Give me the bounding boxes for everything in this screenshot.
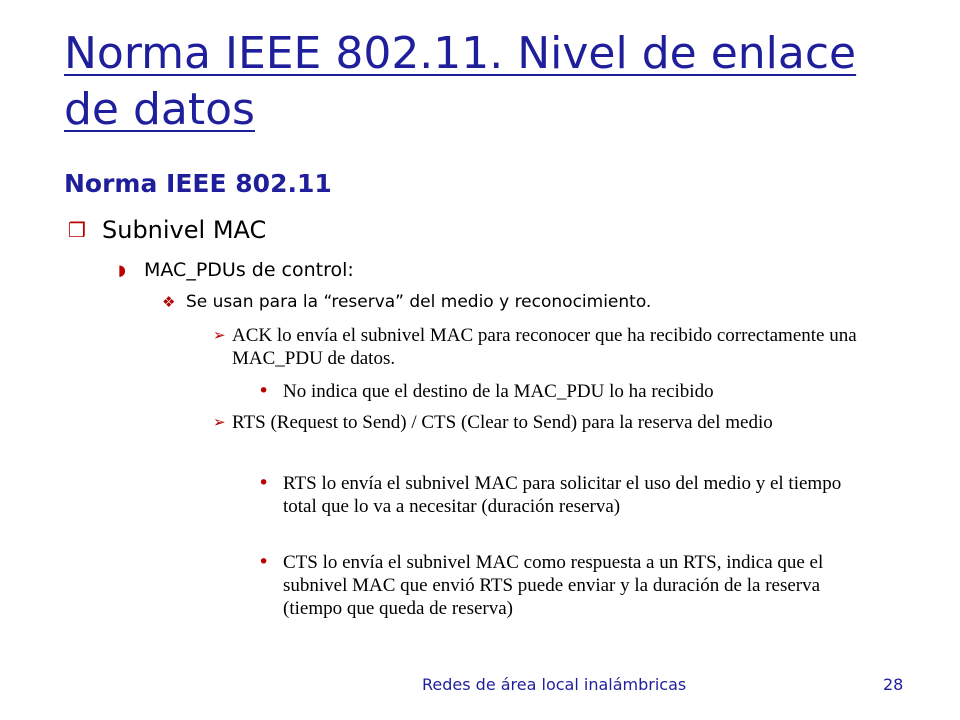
dot-bullet-icon: •: [258, 472, 270, 494]
half-circle-bullet-icon: ◗: [118, 261, 126, 279]
bullet-cts-detail: [258, 551, 868, 620]
bullet-text: CTS lo envía el subnivel MAC como respuesta a un RTS, indica que el subnivel MAC que envió RTS puede enviar y la duración de la reserva (tiempo que queda de reserva): [283, 552, 824, 619]
bullet-ack-detail: [258, 380, 868, 403]
bullet-ack: [213, 324, 873, 370]
arrowhead-bullet-icon: ➢: [213, 413, 226, 431]
square-bullet-icon: ❒: [68, 218, 86, 242]
footer-title: Redes de área local inalámbricas: [422, 675, 687, 694]
bullet-subnivel-mac: [68, 214, 888, 246]
bullet-text: MAC_PDUs de control:: [144, 259, 354, 281]
bullet-rts-cts: [213, 411, 873, 434]
page-number: 28: [883, 675, 904, 694]
bullet-reserva-reconocimiento: [162, 290, 902, 314]
slide-subtitle: Norma IEEE 802.11: [64, 169, 332, 198]
bullet-text: RTS lo envía el subnivel MAC para solicitar el uso del medio y el tiempo total que lo va a necesitar (duración reserva): [283, 473, 842, 517]
bullet-mac-pdus-control: [118, 256, 878, 284]
bullet-text: Subnivel MAC: [102, 216, 267, 244]
bullet-text: RTS (Request to Send) / CTS (Clear to Send) para la reserva del medio: [232, 412, 773, 433]
bullet-text: Se usan para la “reserva” del medio y reconocimiento.: [186, 292, 652, 312]
diamond-bullet-icon: ❖: [162, 293, 176, 311]
bullet-text: No indica que el destino de la MAC_PDU lo ha recibido: [283, 381, 714, 402]
bullet-rts-detail: [258, 472, 868, 518]
arrowhead-bullet-icon: ➢: [213, 326, 226, 344]
slide-title: Norma IEEE 802.11. Nivel de enlace de datos: [64, 28, 857, 135]
dot-bullet-icon: •: [258, 551, 270, 573]
dot-bullet-icon: •: [258, 380, 270, 402]
bullet-text: ACK lo envía el subnivel MAC para reconocer que ha recibido correctamente una MAC_PDU de datos.: [232, 325, 857, 369]
